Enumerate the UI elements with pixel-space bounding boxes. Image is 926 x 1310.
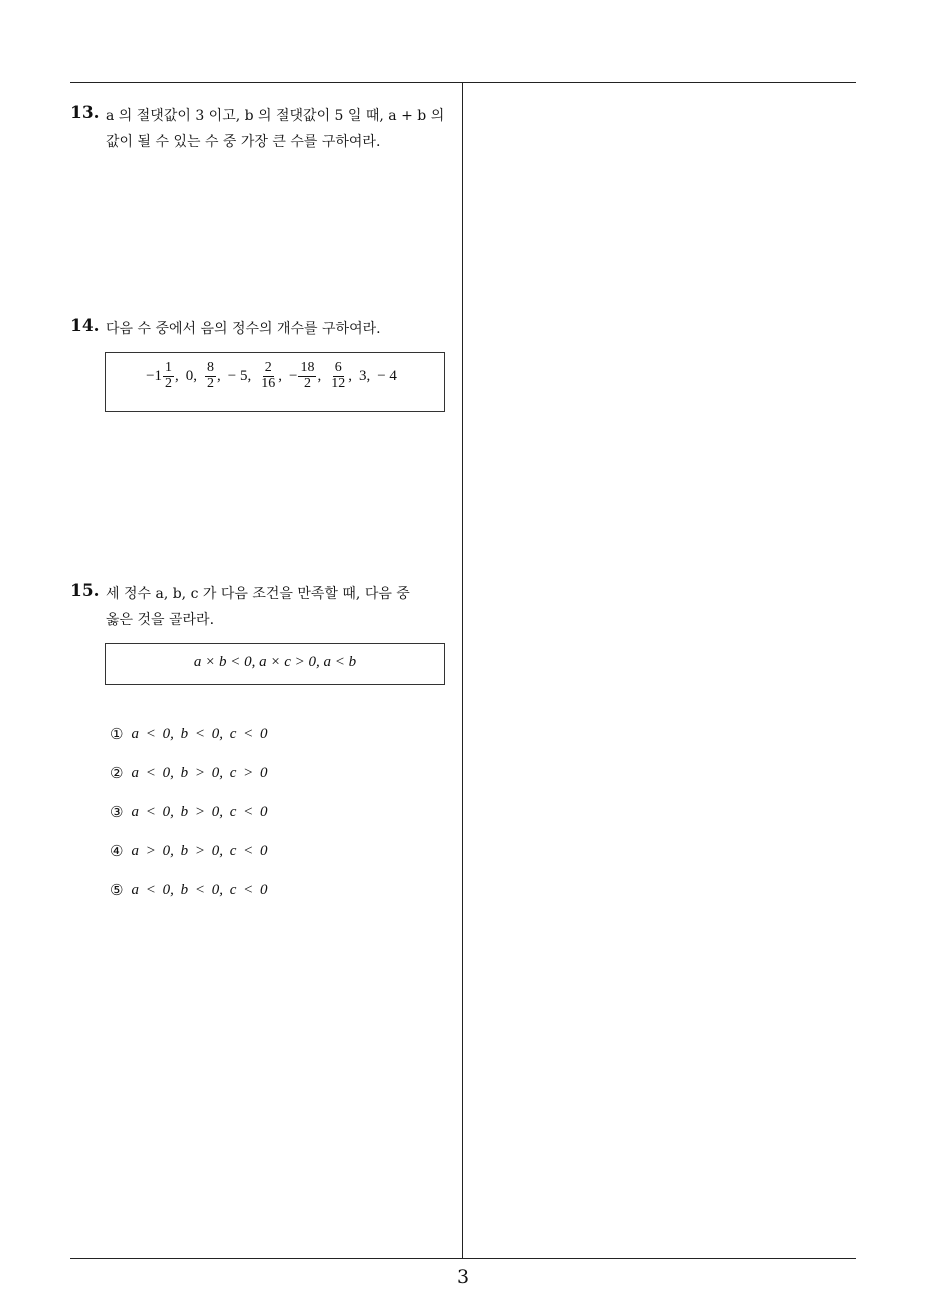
number-item-text: − 5,	[227, 367, 252, 384]
option-1-text: a < 0, b < 0, c < 0	[131, 725, 268, 742]
number-item	[228, 368, 251, 385]
page-number: 3	[456, 1266, 470, 1288]
option-3[interactable]	[110, 803, 267, 821]
question-13-number: 13.	[70, 103, 100, 123]
question-13-text-line-1: a 의 절댓값이 3 이고, b 의 절댓값이 5 일 때, a + b 의	[106, 108, 445, 124]
fraction-denominator: 16	[261, 375, 276, 391]
question-15-text-line-2: 옳은 것을 골라라.	[106, 612, 215, 628]
fraction	[298, 361, 316, 391]
number-item-text: − 4	[377, 367, 397, 384]
fraction-numerator: 1	[165, 360, 173, 375]
fraction	[259, 361, 277, 391]
number-item-whole: −1	[146, 367, 163, 384]
fraction	[329, 361, 347, 391]
option-1-mark: ①	[110, 725, 124, 743]
fraction-denominator: 2	[165, 375, 173, 391]
number-item-text: 0,	[185, 367, 198, 384]
option-5-text: a < 0, b < 0, c < 0	[131, 881, 268, 898]
number-item	[204, 361, 221, 391]
bottom-rule	[70, 1258, 856, 1259]
option-4-text: a > 0, b > 0, c < 0	[131, 842, 268, 859]
option-3-text: a < 0, b > 0, c < 0	[131, 803, 268, 820]
top-rule	[70, 82, 856, 83]
fraction-denominator: 2	[207, 375, 215, 391]
fraction-numerator: 6	[334, 360, 342, 375]
option-4[interactable]	[110, 842, 267, 860]
question-15-number: 15.	[70, 581, 100, 601]
option-4-mark: ④	[110, 842, 124, 860]
number-item	[377, 368, 397, 385]
number-item	[289, 361, 321, 391]
fraction-denominator: 2	[303, 375, 311, 391]
fraction-numerator: 18	[300, 360, 315, 375]
option-2[interactable]	[110, 764, 267, 782]
option-1[interactable]	[110, 725, 267, 743]
fraction-denominator: 12	[331, 375, 346, 391]
number-item	[359, 368, 370, 385]
question-15-condition: a × b < 0, a × c > 0, a < b	[193, 654, 357, 670]
option-3-mark: ③	[110, 803, 124, 821]
question-14-text: 다음 수 중에서 음의 정수의 개수를 구하여라.	[106, 321, 381, 337]
question-13-text-line-2: 값이 될 수 있는 수 중 가장 큰 수를 구하여라.	[106, 134, 381, 150]
question-14-number-list	[106, 361, 444, 391]
number-item-separator: ,	[317, 367, 322, 384]
option-5[interactable]	[110, 881, 267, 899]
option-2-text: a < 0, b > 0, c > 0	[131, 764, 268, 781]
number-item-separator: ,	[348, 367, 352, 384]
question-14-number-box	[105, 352, 445, 412]
column-divider	[462, 82, 463, 1258]
question-15-text-line-1: 세 정수 a, b, c 가 다음 조건을 만족할 때, 다음 중	[106, 586, 410, 602]
number-item-whole: −	[289, 367, 298, 384]
question-14-number: 14.	[70, 316, 100, 336]
option-5-mark: ⑤	[110, 881, 124, 899]
question-15-condition-box	[105, 643, 445, 685]
fraction	[205, 361, 216, 391]
number-item-text: 3,	[358, 367, 371, 384]
number-item	[328, 361, 352, 391]
fraction-numerator: 8	[207, 360, 215, 375]
number-item-separator: ,	[217, 367, 221, 384]
fraction-numerator: 2	[264, 360, 272, 375]
number-item-separator: ,	[175, 367, 179, 384]
option-2-mark: ②	[110, 764, 124, 782]
number-item	[258, 361, 282, 391]
fraction	[163, 361, 174, 391]
number-item	[146, 361, 179, 391]
number-item	[186, 368, 197, 385]
number-item-separator: ,	[278, 367, 282, 384]
